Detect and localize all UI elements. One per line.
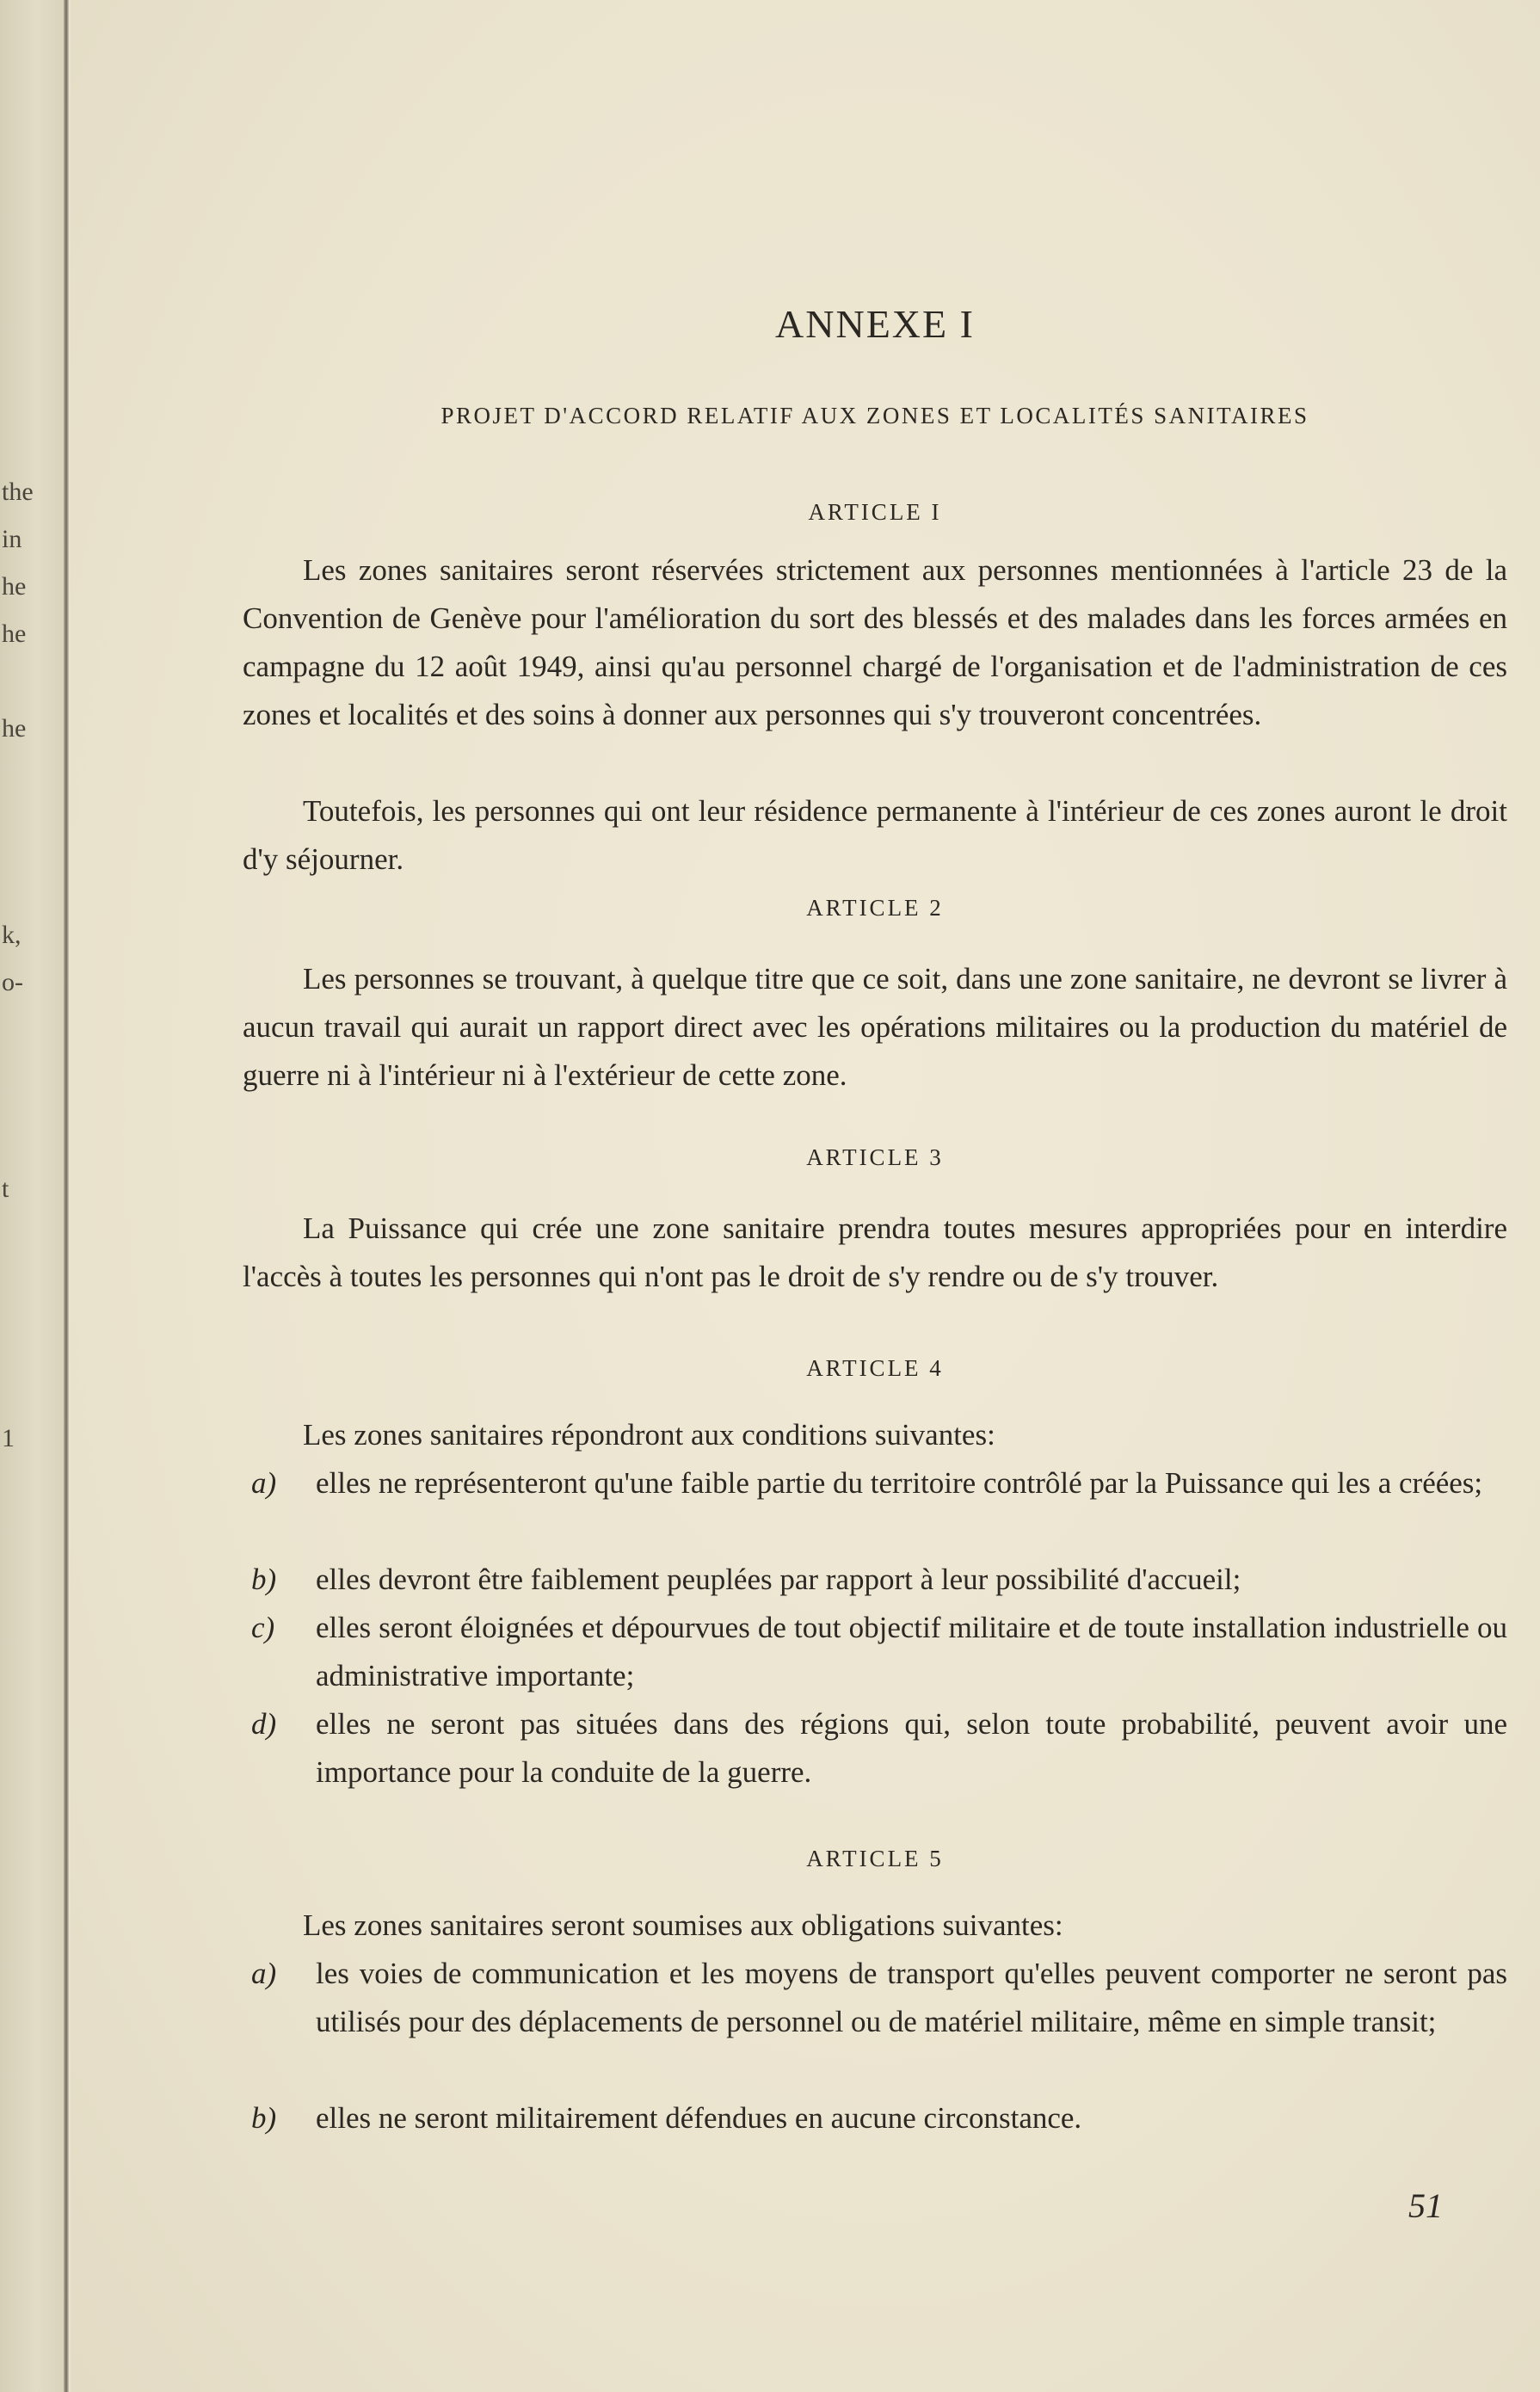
list-item <box>243 1950 1507 2046</box>
list-item <box>243 1459 1507 1507</box>
left-page-fragment: he <box>2 572 27 601</box>
list-item-text: elles devront être faiblement peuplées par rapport à leur possibilité d'accueil; <box>316 1563 1241 1596</box>
list-item-text: les voies de communication et les moyens de transport qu'elles peuvent comporter ne seront pas utilisés pour des déplacements de personnel ou de matériel militaire, même en simple transit; <box>316 1957 1507 2038</box>
article-intro: Les zones sanitaires seront soumises aux obligations suivantes: <box>303 1908 1063 1942</box>
page-number: 51 <box>1408 2186 1443 2225</box>
document-page <box>71 0 1540 2392</box>
article-paragraph: Les personnes se trouvant, à quelque titre que ce soit, dans une zone sanitaire, ne devront se livrer à aucun travail qui aurait un rapport direct avec les opérations militaires ou la production du matériel de guerre ni à l'intérieur ni à l'extérieur de cette zone. <box>243 962 1507 1092</box>
list-item-text: elles ne représenteront qu'une faible partie du territoire contrôlé par la Puissance qui les a créées; <box>316 1466 1483 1500</box>
list-item <box>243 1556 1507 1604</box>
list-item-text: elles seront éloignées et dépourvues de tout objectif militaire et de toute installation industrielle ou administrative importante; <box>316 1611 1507 1692</box>
article-heading: ARTICLE 2 <box>806 895 944 921</box>
article-heading: ARTICLE I <box>808 499 942 525</box>
left-page-fragment: the <box>2 478 34 506</box>
agreement-subtitle: PROJET D'ACCORD RELATIF AUX ZONES ET LOCALITÉS SANITAIRES <box>440 403 1309 428</box>
book-gutter <box>0 0 67 2392</box>
list-item-label: c) <box>251 1611 275 1644</box>
page-spine-edge <box>64 0 69 2392</box>
list-item-text: elles ne seront militairement défendues en aucune circonstance. <box>316 2101 1082 2135</box>
left-page-fragment: he <box>2 620 27 648</box>
left-page-fragment: in <box>2 525 22 553</box>
list-item-label: a) <box>251 1957 277 1990</box>
article-paragraph: La Puissance qui crée une zone sanitaire prendra toutes mesures appropriées pour en interdire l'accès à toutes les personnes qui n'ont pas le droit de s'y rendre ou de s'y trouver. <box>243 1211 1507 1293</box>
article-paragraph: Toutefois, les personnes qui ont leur résidence permanente à l'intérieur de ces zones auront le droit d'y séjourner. <box>243 794 1507 876</box>
article-intro: Les zones sanitaires répondront aux conditions suivantes: <box>303 1418 995 1452</box>
annex-title: ANNEXE I <box>775 302 975 346</box>
left-page-fragment: o- <box>2 968 23 996</box>
list-item-label: b) <box>251 1563 277 1596</box>
article-paragraph: Les zones sanitaires seront réservées strictement aux personnes mentionnées à l'article 23 de la Convention de Genève pour l'amélioration du sort des blessés et des malades dans les forces armées en campagne du 12 août 1949, ainsi qu'au personnel chargé de l'organisation et de l'administration de ces zones et localités et des soins à donner aux personnes qui s'y trouveront concentrées. <box>243 553 1507 731</box>
left-page-fragment: t <box>2 1174 9 1203</box>
left-page-fragment: 1 <box>2 1424 15 1452</box>
left-page-fragment: k, <box>2 921 22 949</box>
list-item-label: d) <box>251 1707 277 1741</box>
list-item <box>243 1700 1507 1797</box>
article-heading: ARTICLE 5 <box>806 1846 944 1871</box>
list-item-label: b) <box>251 2101 277 2135</box>
list-item <box>243 2094 1507 2142</box>
list-item-text: elles ne seront pas situées dans des régions qui, selon toute probabilité, peuvent avoir une importance pour la conduite de la guerre. <box>316 1707 1507 1789</box>
article-heading: ARTICLE 4 <box>806 1355 944 1381</box>
list-item-label: a) <box>251 1466 277 1500</box>
left-page-fragment: he <box>2 714 27 743</box>
list-item <box>243 1604 1507 1700</box>
article-heading: ARTICLE 3 <box>806 1144 944 1170</box>
